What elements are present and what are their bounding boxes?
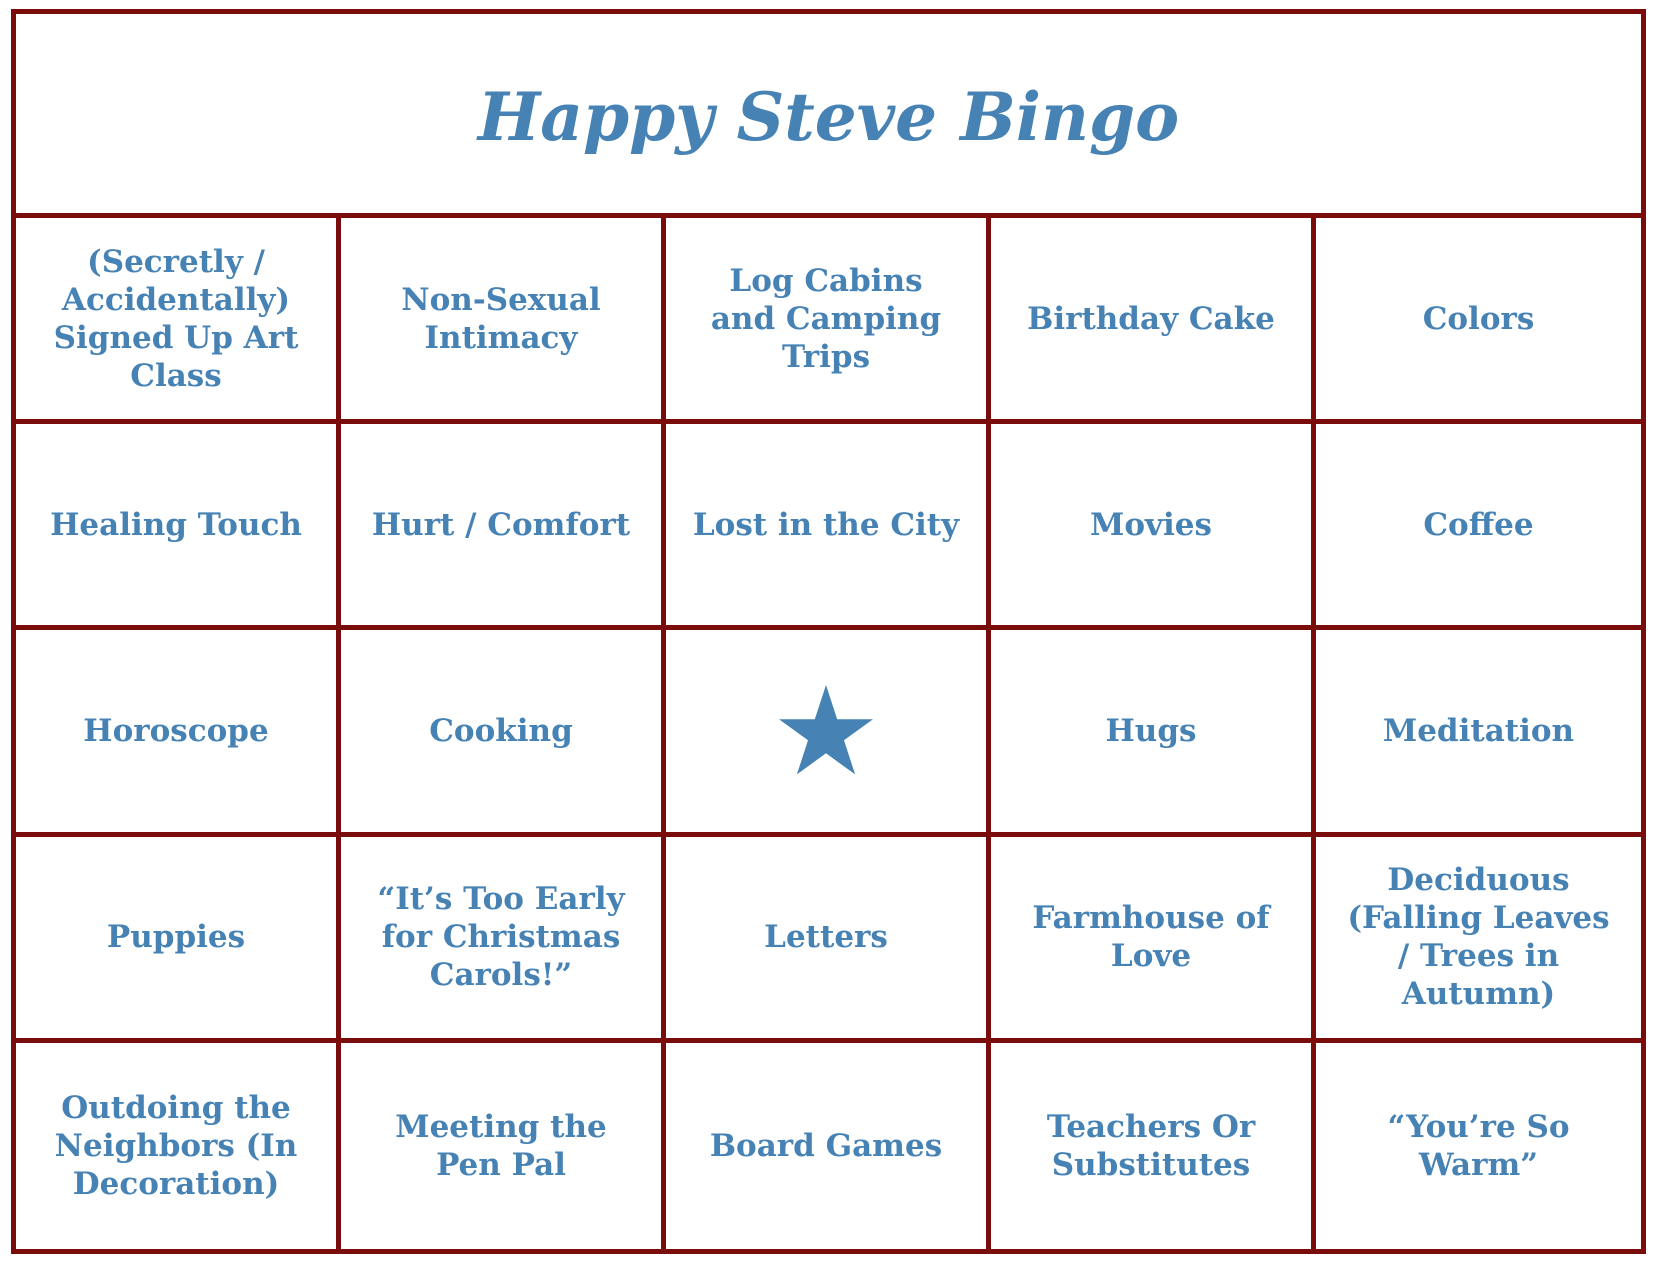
bingo-cell-label: Outdoing the Neighbors (In Decoration) (54, 1089, 298, 1202)
bingo-cell[interactable] (1316, 837, 1641, 1038)
bingo-cell-label: Teachers Or Substitutes (1046, 1108, 1256, 1183)
bingo-row (16, 1043, 1641, 1249)
bingo-row (16, 424, 1641, 630)
bingo-cell-label: “You’re So Warm” (1387, 1108, 1570, 1183)
bingo-cell[interactable] (341, 424, 666, 625)
bingo-cell-label: Non-Sexual Intimacy (401, 281, 601, 356)
bingo-cell-label: Puppies (106, 919, 246, 956)
title-row (16, 14, 1641, 218)
bingo-cell[interactable] (991, 424, 1316, 625)
bingo-cell-label: Deciduous (Falling Leaves / Trees in Autumn) (1347, 862, 1610, 1013)
bingo-cell-label: Cooking (429, 712, 573, 749)
bingo-cell-label: Hugs (1105, 712, 1197, 749)
bingo-cell-label: (Secretly / Accidentally) Signed Up Art Class (53, 243, 299, 394)
free-space-cell[interactable] (666, 630, 991, 831)
bingo-cell-label: Log Cabins and Camping Trips (710, 262, 942, 375)
bingo-row (16, 837, 1641, 1043)
bingo-cell[interactable] (991, 630, 1316, 831)
bingo-cell[interactable] (991, 218, 1316, 419)
bingo-cell-label: Hurt / Comfort (371, 506, 631, 543)
bingo-cell[interactable] (991, 1043, 1316, 1249)
bingo-cell-label: Board Games (709, 1127, 943, 1164)
bingo-cell[interactable] (1316, 424, 1641, 625)
bingo-cell[interactable] (16, 218, 341, 419)
bingo-cell-label: Coffee (1423, 506, 1534, 543)
bingo-row (16, 630, 1641, 836)
bingo-cell[interactable] (341, 1043, 666, 1249)
bingo-cell-label: “It’s Too Early for Christmas Carols!” (377, 881, 625, 994)
bingo-cell-label: Horoscope (83, 712, 269, 749)
bingo-cell[interactable] (1316, 1043, 1641, 1249)
bingo-cell-label: Meeting the Pen Pal (395, 1108, 607, 1183)
bingo-cell-label: Movies (1090, 506, 1212, 543)
bingo-cell-label: Colors (1422, 300, 1535, 337)
bingo-cell-label: Meditation (1382, 712, 1575, 749)
bingo-cell[interactable] (341, 630, 666, 831)
bingo-cell[interactable] (16, 1043, 341, 1249)
bingo-cell[interactable] (1316, 630, 1641, 831)
bingo-cell[interactable] (991, 837, 1316, 1038)
bingo-cell[interactable] (16, 630, 341, 831)
bingo-cell-label: Healing Touch (50, 506, 302, 543)
bingo-cell[interactable] (666, 218, 991, 419)
bingo-cell[interactable] (1316, 218, 1641, 419)
bingo-cell[interactable] (666, 837, 991, 1038)
bingo-cell[interactable] (16, 424, 341, 625)
bingo-row (16, 218, 1641, 424)
star-icon (776, 683, 876, 779)
bingo-cell-label: Birthday Cake (1027, 300, 1275, 337)
bingo-cell[interactable] (666, 1043, 991, 1249)
bingo-cell[interactable] (341, 837, 666, 1038)
bingo-cell[interactable] (16, 837, 341, 1038)
bingo-cell-label: Lost in the City (692, 506, 960, 543)
bingo-card (11, 9, 1646, 1254)
bingo-cell[interactable] (666, 424, 991, 625)
bingo-cell[interactable] (341, 218, 666, 419)
bingo-cell-label: Letters (764, 919, 888, 956)
bingo-cell-label: Farmhouse of Love (1032, 900, 1270, 975)
page-title: Happy Steve Bingo (477, 77, 1180, 156)
